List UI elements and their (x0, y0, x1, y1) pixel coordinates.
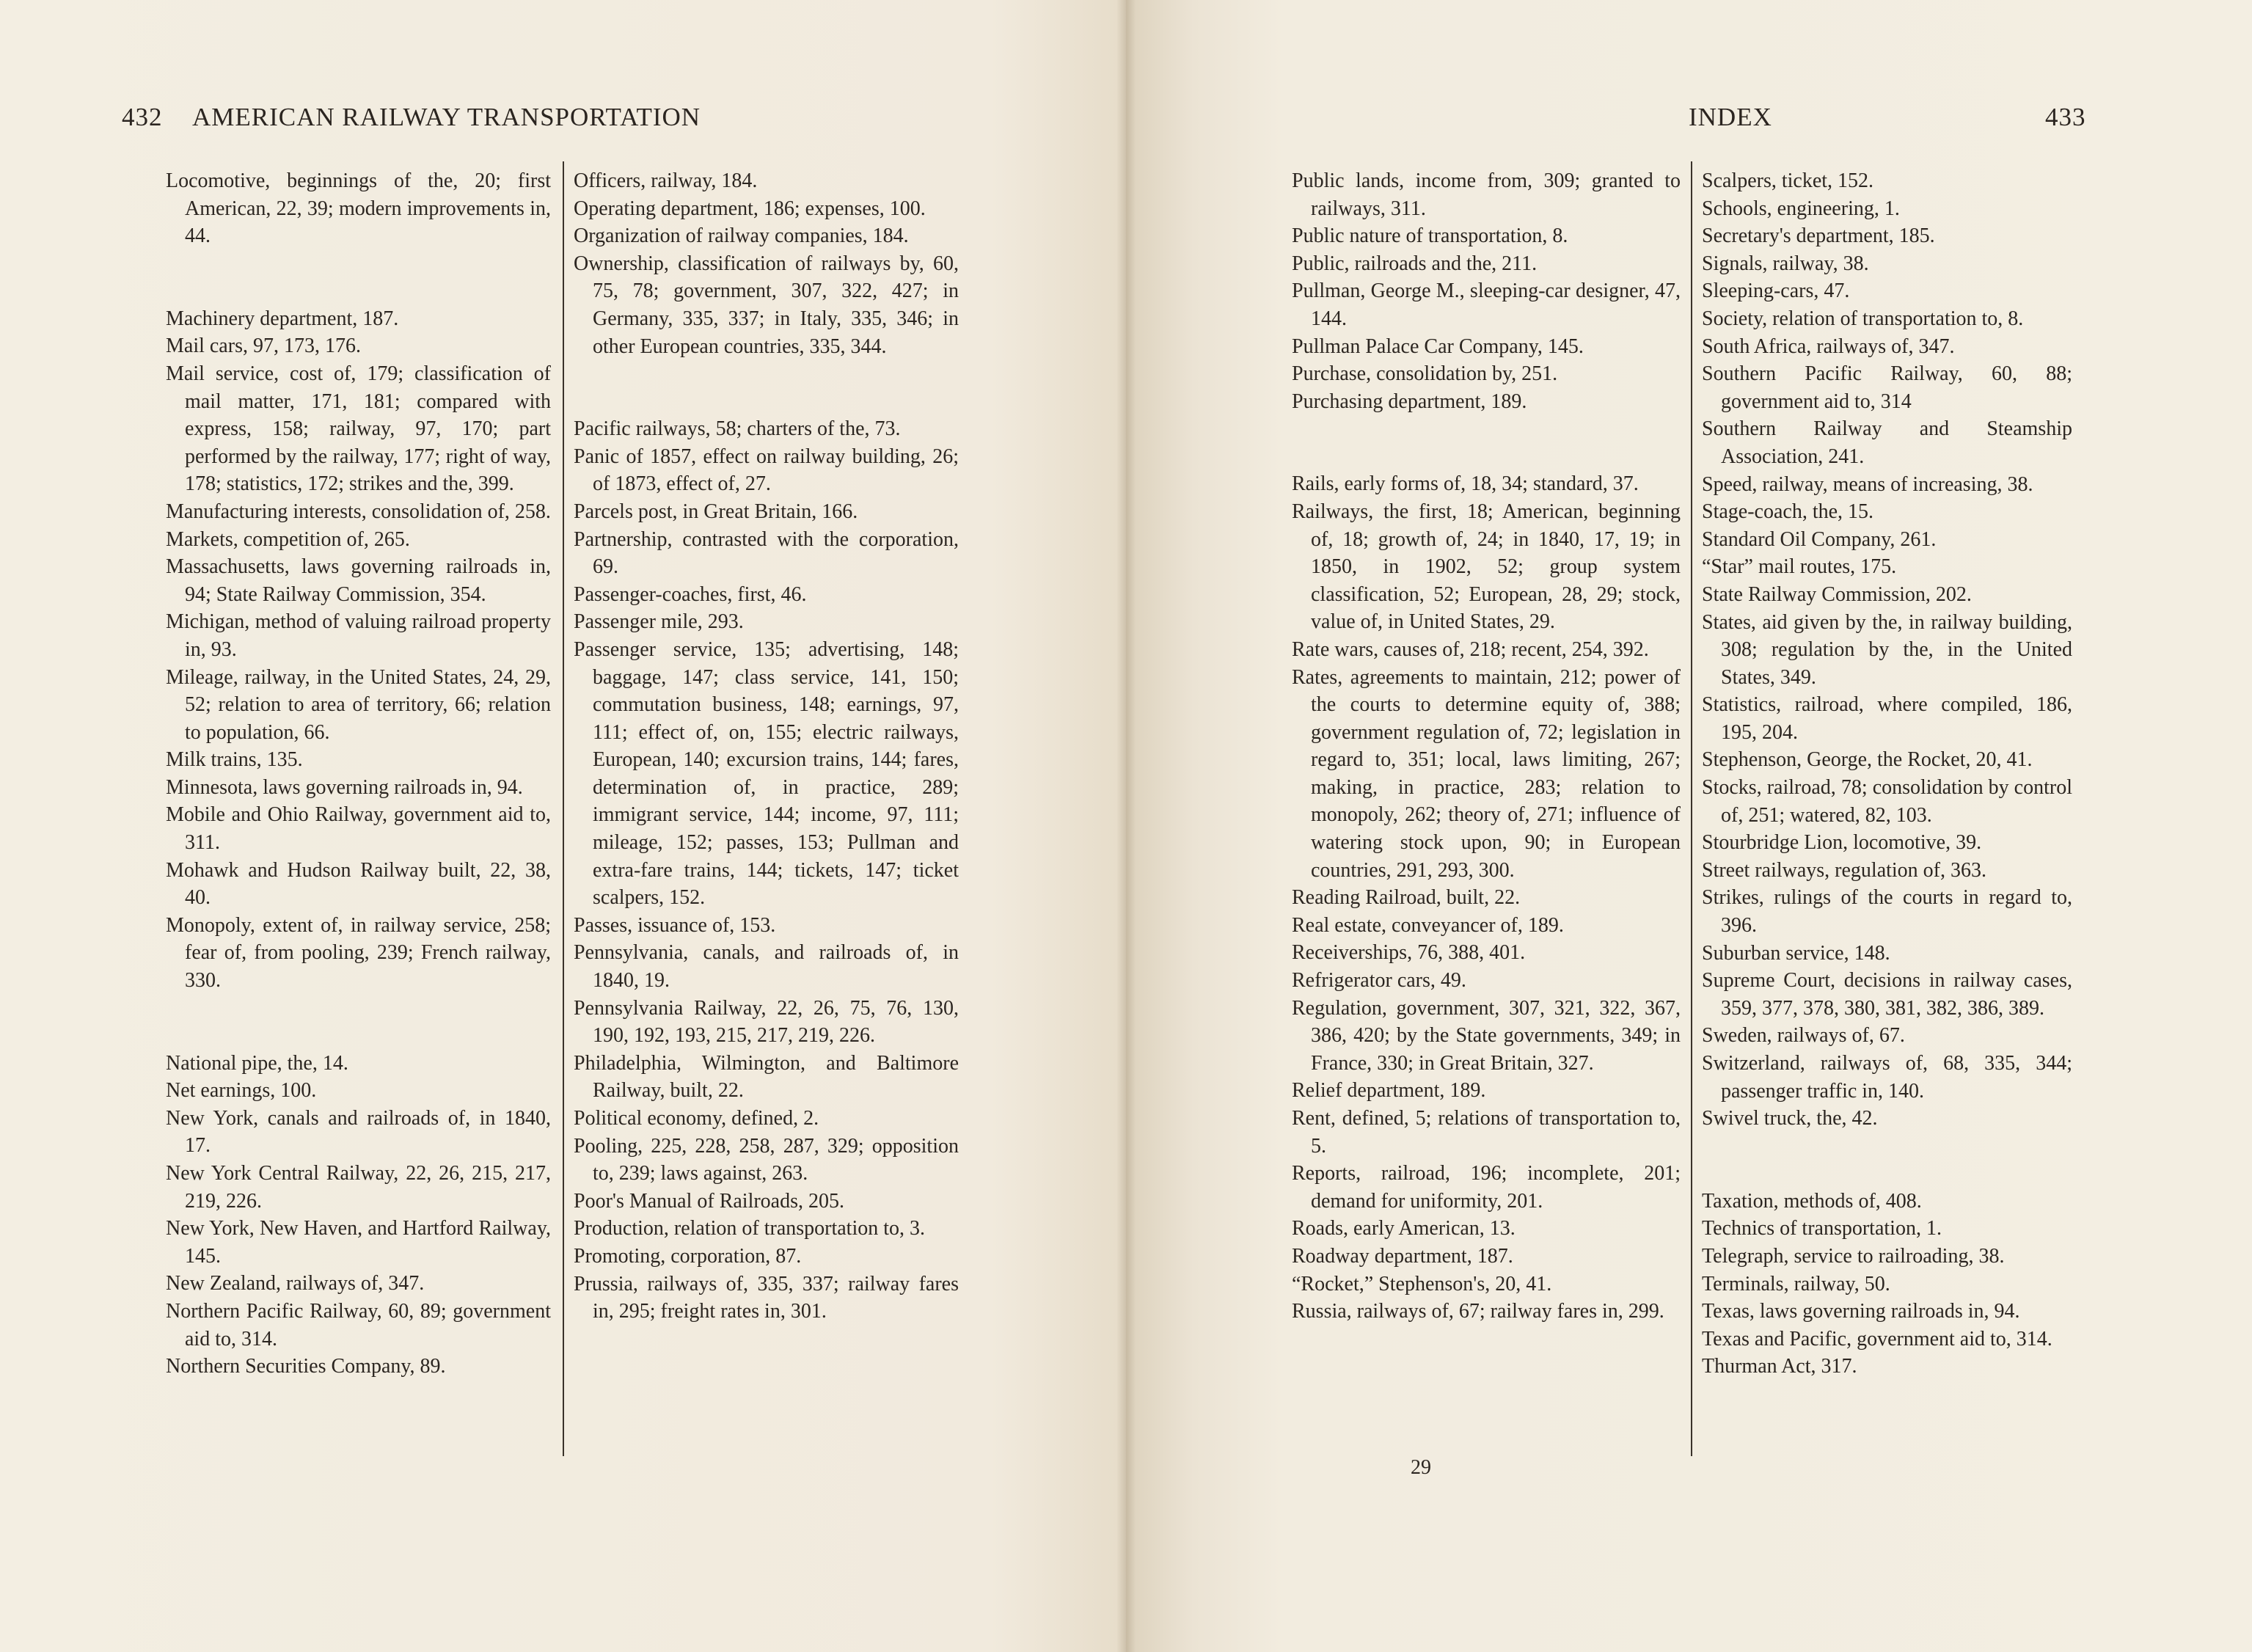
index-entry: Passes, issuance of, 153. (574, 913, 776, 937)
index-entry: Taxation, methods of, 408. (1702, 1189, 1922, 1213)
index-entry: Texas and Pacific, government aid to, 314. (1702, 1327, 2052, 1351)
index-entry: Rent, defined, 5; relations of transportation to, 5. (1292, 1107, 1681, 1158)
index-entry: “Star” mail routes, 175. (1702, 555, 1897, 579)
index-entry: Telegraph, service to railroading, 38. (1702, 1244, 2005, 1268)
index-entry: Locomotive, beginnings of the, 20; first American, 22, 39; modern improvements in, 44. (166, 169, 551, 248)
index-entry: Passenger service, 135; advertising, 148; baggage, 147; class service, 141, 150; commutation business, 148; earnings, 97, 111; effect of, on, 155; electric railways, European, 140; excursion trains, 144; fares, determination of, in practice, 289; immigrant service, 144; income, 97, 111; mileage, 152; passes, 153; Pullman and extra-fare trains, 144; tickets, 147; ticket scalpers, 152. (574, 637, 959, 910)
index-entry: Statistics, railroad, where compiled, 186, 195, 204. (1702, 693, 2072, 744)
index-entry: Public nature of transportation, 8. (1292, 224, 1568, 248)
index-entry: Sweden, railways of, 67. (1702, 1024, 1905, 1048)
index-entry: Roadway department, 187. (1292, 1244, 1513, 1268)
index-entry: Mobile and Ohio Railway, government aid to, 311. (166, 803, 551, 855)
right-column-2 (1702, 167, 2072, 1381)
index-entry: Rate wars, causes of, 218; recent, 254, 392. (1292, 637, 1649, 661)
index-entry: Operating department, 186; expenses, 100. (574, 197, 926, 220)
index-entry: Pacific railways, 58; charters of the, 73. (574, 417, 901, 441)
index-entry: Southern Pacific Railway, 60, 88; government aid to, 314 (1702, 362, 2072, 413)
index-entry: Reading Railroad, built, 22. (1292, 886, 1521, 910)
index-entry: Organization of railway companies, 184. (574, 224, 909, 248)
index-entry: Machinery department, 187. (166, 307, 399, 330)
right-column-rule (1691, 161, 1692, 1456)
index-entry: Purchase, consolidation by, 251. (1292, 362, 1558, 386)
right-page-number: 433 (2045, 103, 2086, 131)
index-entry: Promoting, corporation, 87. (574, 1244, 802, 1268)
index-entry: Mohawk and Hudson Railway built, 22, 38, 40. (166, 858, 551, 910)
index-entry: Terminals, railway, 50. (1702, 1272, 1890, 1295)
index-entry: Prussia, railways of, 335, 337; railway fares in, 295; freight rates in, 301. (574, 1272, 959, 1323)
index-entry: Northern Securities Company, 89. (166, 1355, 446, 1378)
index-entry: Pennsylvania, canals, and railroads of, in 1840, 19. (574, 941, 959, 993)
index-entry: Poor's Manual of Railroads, 205. (574, 1189, 845, 1213)
index-entry: Rails, early forms of, 18, 34; standard, 37. (1292, 472, 1639, 496)
index-entry: Standard Oil Company, 261. (1702, 527, 1937, 551)
index-entry: Partnership, contrasted with the corporation, 69. (574, 527, 959, 579)
book-gutter (1116, 0, 1136, 1652)
index-entry: Philadelphia, Wilmington, and Baltimore Railway, built, 22. (574, 1051, 959, 1103)
index-entry: Secretary's department, 185. (1702, 224, 1935, 248)
left-column-rule (563, 161, 564, 1456)
index-entry: Passenger-coaches, first, 46. (574, 582, 807, 606)
index-entry: Technics of transportation, 1. (1702, 1217, 1942, 1240)
index-entry: Refrigerator cars, 49. (1292, 969, 1466, 993)
index-entry: New Zealand, railways of, 347. (166, 1272, 425, 1295)
index-entry: Southern Railway and Steamship Association, 241. (1702, 417, 2072, 468)
index-entry: Stephenson, George, the Rocket, 20, 41. (1702, 748, 2033, 772)
index-entry: Speed, railway, means of increasing, 38. (1702, 472, 2033, 496)
index-entry: Public, railroads and the, 211. (1292, 252, 1538, 275)
index-entry: Minnesota, laws governing railroads in, 94. (166, 775, 523, 799)
right-running-title: INDEX (1689, 103, 1772, 131)
left-page-number: 432 (122, 103, 163, 131)
index-entry: Manufacturing interests, consolidation of, 258. (166, 500, 551, 523)
index-entry: Officers, railway, 184. (574, 169, 758, 192)
index-entry: Swivel truck, the, 42. (1702, 1107, 1878, 1130)
index-entry: Real estate, conveyancer of, 189. (1292, 913, 1564, 937)
index-entry: Russia, railways of, 67; railway fares in, 299. (1292, 1300, 1664, 1323)
index-entry: Pennsylvania Railway, 22, 26, 75, 76, 130, 190, 192, 193, 215, 217, 219, 226. (574, 996, 959, 1048)
index-entry: Massachusetts, laws governing railroads in, 94; State Railway Commission, 354. (166, 555, 551, 606)
index-entry: Pullman Palace Car Company, 145. (1292, 335, 1584, 358)
index-entry: Receiverships, 76, 388, 401. (1292, 941, 1526, 965)
index-entry: Mail service, cost of, 179; classification of mail matter, 171, 181; compared with express, 158; railway, 97, 170; part performed by the railway, 177; right of way, 178; statistics, 172; strikes and the, 399. (166, 362, 551, 496)
left-column-2 (574, 167, 959, 1326)
index-entry: Purchasing department, 189. (1292, 390, 1527, 413)
index-entry: Railways, the first, 18; American, beginning of, 18; growth of, 24; in 1840, 17, 19; in 1850, in 1902, 52; group system classification, 52; European, 28, 29; stock, value of, in United States, 29. (1292, 500, 1681, 634)
index-entry: Switzerland, railways of, 68, 335, 344; passenger traffic in, 140. (1702, 1052, 2072, 1103)
index-entry: Political economy, defined, 2. (574, 1107, 819, 1130)
index-entry: Stage-coach, the, 15. (1702, 500, 1874, 524)
index-entry: Supreme Court, decisions in railway cases, 359, 377, 378, 380, 381, 382, 386, 389. (1702, 969, 2072, 1020)
index-entry: State Railway Commission, 202. (1702, 582, 1972, 606)
index-entry: Society, relation of transportation to, 8. (1702, 307, 2024, 330)
index-entry: Northern Pacific Railway, 60, 89; government aid to, 314. (166, 1299, 551, 1351)
index-entry: Strikes, rulings of the courts in regard to, 396. (1702, 886, 2072, 938)
index-entry: Production, relation of transportation to, 3. (574, 1217, 926, 1240)
index-entry: Net earnings, 100. (166, 1079, 317, 1103)
left-column-1 (166, 167, 551, 1381)
right-column-1 (1292, 167, 1681, 1326)
index-entry: South Africa, railways of, 347. (1702, 335, 1955, 358)
index-entry: Roads, early American, 13. (1292, 1217, 1516, 1240)
signature-mark: 29 (1411, 1456, 1431, 1479)
index-entry: Suburban service, 148. (1702, 941, 1890, 965)
index-entry: Panic of 1857, effect on railway building, 26; of 1873, effect of, 27. (574, 445, 959, 496)
index-entry: Texas, laws governing railroads in, 94. (1702, 1300, 2020, 1323)
index-entry: Relief department, 189. (1292, 1079, 1486, 1103)
right-page (1126, 0, 2252, 1652)
index-entry: Scalpers, ticket, 152. (1702, 169, 1874, 192)
index-entry: Stourbridge Lion, locomotive, 39. (1702, 831, 1982, 855)
index-entry: States, aid given by the, in railway building, 308; regulation by the, in the United States, 349. (1702, 610, 2072, 689)
index-entry: Pooling, 225, 228, 258, 287, 329; opposition to, 239; laws against, 263. (574, 1134, 959, 1185)
index-entry: Passenger mile, 293. (574, 610, 744, 634)
index-entry: Rates, agreements to maintain, 212; power of the courts to determine equity of, 388; government regulation of, 72; legislation in regard to, 351; local, laws limiting, 267; making, in practice, 283; relation to monopoly, 262; theory of, 271; influence of watering stock upon, 90; in European countries, 291, 293, 300. (1292, 665, 1681, 882)
index-entry: Regulation, government, 307, 321, 322, 367, 386, 420; by the State governments, 349; in France, 330; in Great Britain, 327. (1292, 996, 1681, 1075)
index-entry: Sleeping-cars, 47. (1702, 279, 1850, 303)
index-entry: Milk trains, 135. (166, 748, 303, 772)
index-entry: Michigan, method of valuing railroad property in, 93. (166, 610, 551, 661)
index-entry: National pipe, the, 14. (166, 1051, 348, 1075)
index-entry: Public lands, income from, 309; granted to railways, 311. (1292, 169, 1681, 220)
left-running-title: AMERICAN RAILWAY TRANSPORTATION (192, 103, 701, 131)
index-entry: New York, canals and railroads of, in 1840, 17. (166, 1106, 551, 1158)
index-entry: “Rocket,” Stephenson's, 20, 41. (1292, 1272, 1552, 1295)
index-entry: Stocks, railroad, 78; consolidation by control of, 251; watered, 82, 103. (1702, 776, 2072, 827)
index-entry: Street railways, regulation of, 363. (1702, 858, 1987, 882)
index-entry: Mileage, railway, in the United States, 24, 29, 52; relation to area of territory, 66; relation to population, 66. (166, 665, 551, 744)
index-entry: Parcels post, in Great Britain, 166. (574, 500, 858, 523)
index-entry: New York, New Haven, and Hartford Railway, 145. (166, 1217, 551, 1268)
index-entry: Thurman Act, 317. (1702, 1355, 1857, 1378)
index-entry: Monopoly, extent of, in railway service, 258; fear of, from pooling, 239; French railway, 330. (166, 913, 551, 993)
index-entry: New York Central Railway, 22, 26, 215, 217, 219, 226. (166, 1162, 551, 1213)
index-entry: Ownership, classification of railways by, 60, 75, 78; government, 307, 322, 427; in Germany, 335, 337; in Italy, 335, 346; in other European countries, 335, 344. (574, 252, 959, 358)
index-entry: Mail cars, 97, 173, 176. (166, 335, 361, 358)
index-entry: Schools, engineering, 1. (1702, 197, 1900, 220)
index-entry: Reports, railroad, 196; incomplete, 201; demand for uniformity, 201. (1292, 1162, 1681, 1213)
index-entry: Pullman, George M., sleeping-car designer, 47, 144. (1292, 279, 1681, 330)
index-entry: Signals, railway, 38. (1702, 252, 1869, 275)
index-entry: Markets, competition of, 265. (166, 527, 410, 551)
